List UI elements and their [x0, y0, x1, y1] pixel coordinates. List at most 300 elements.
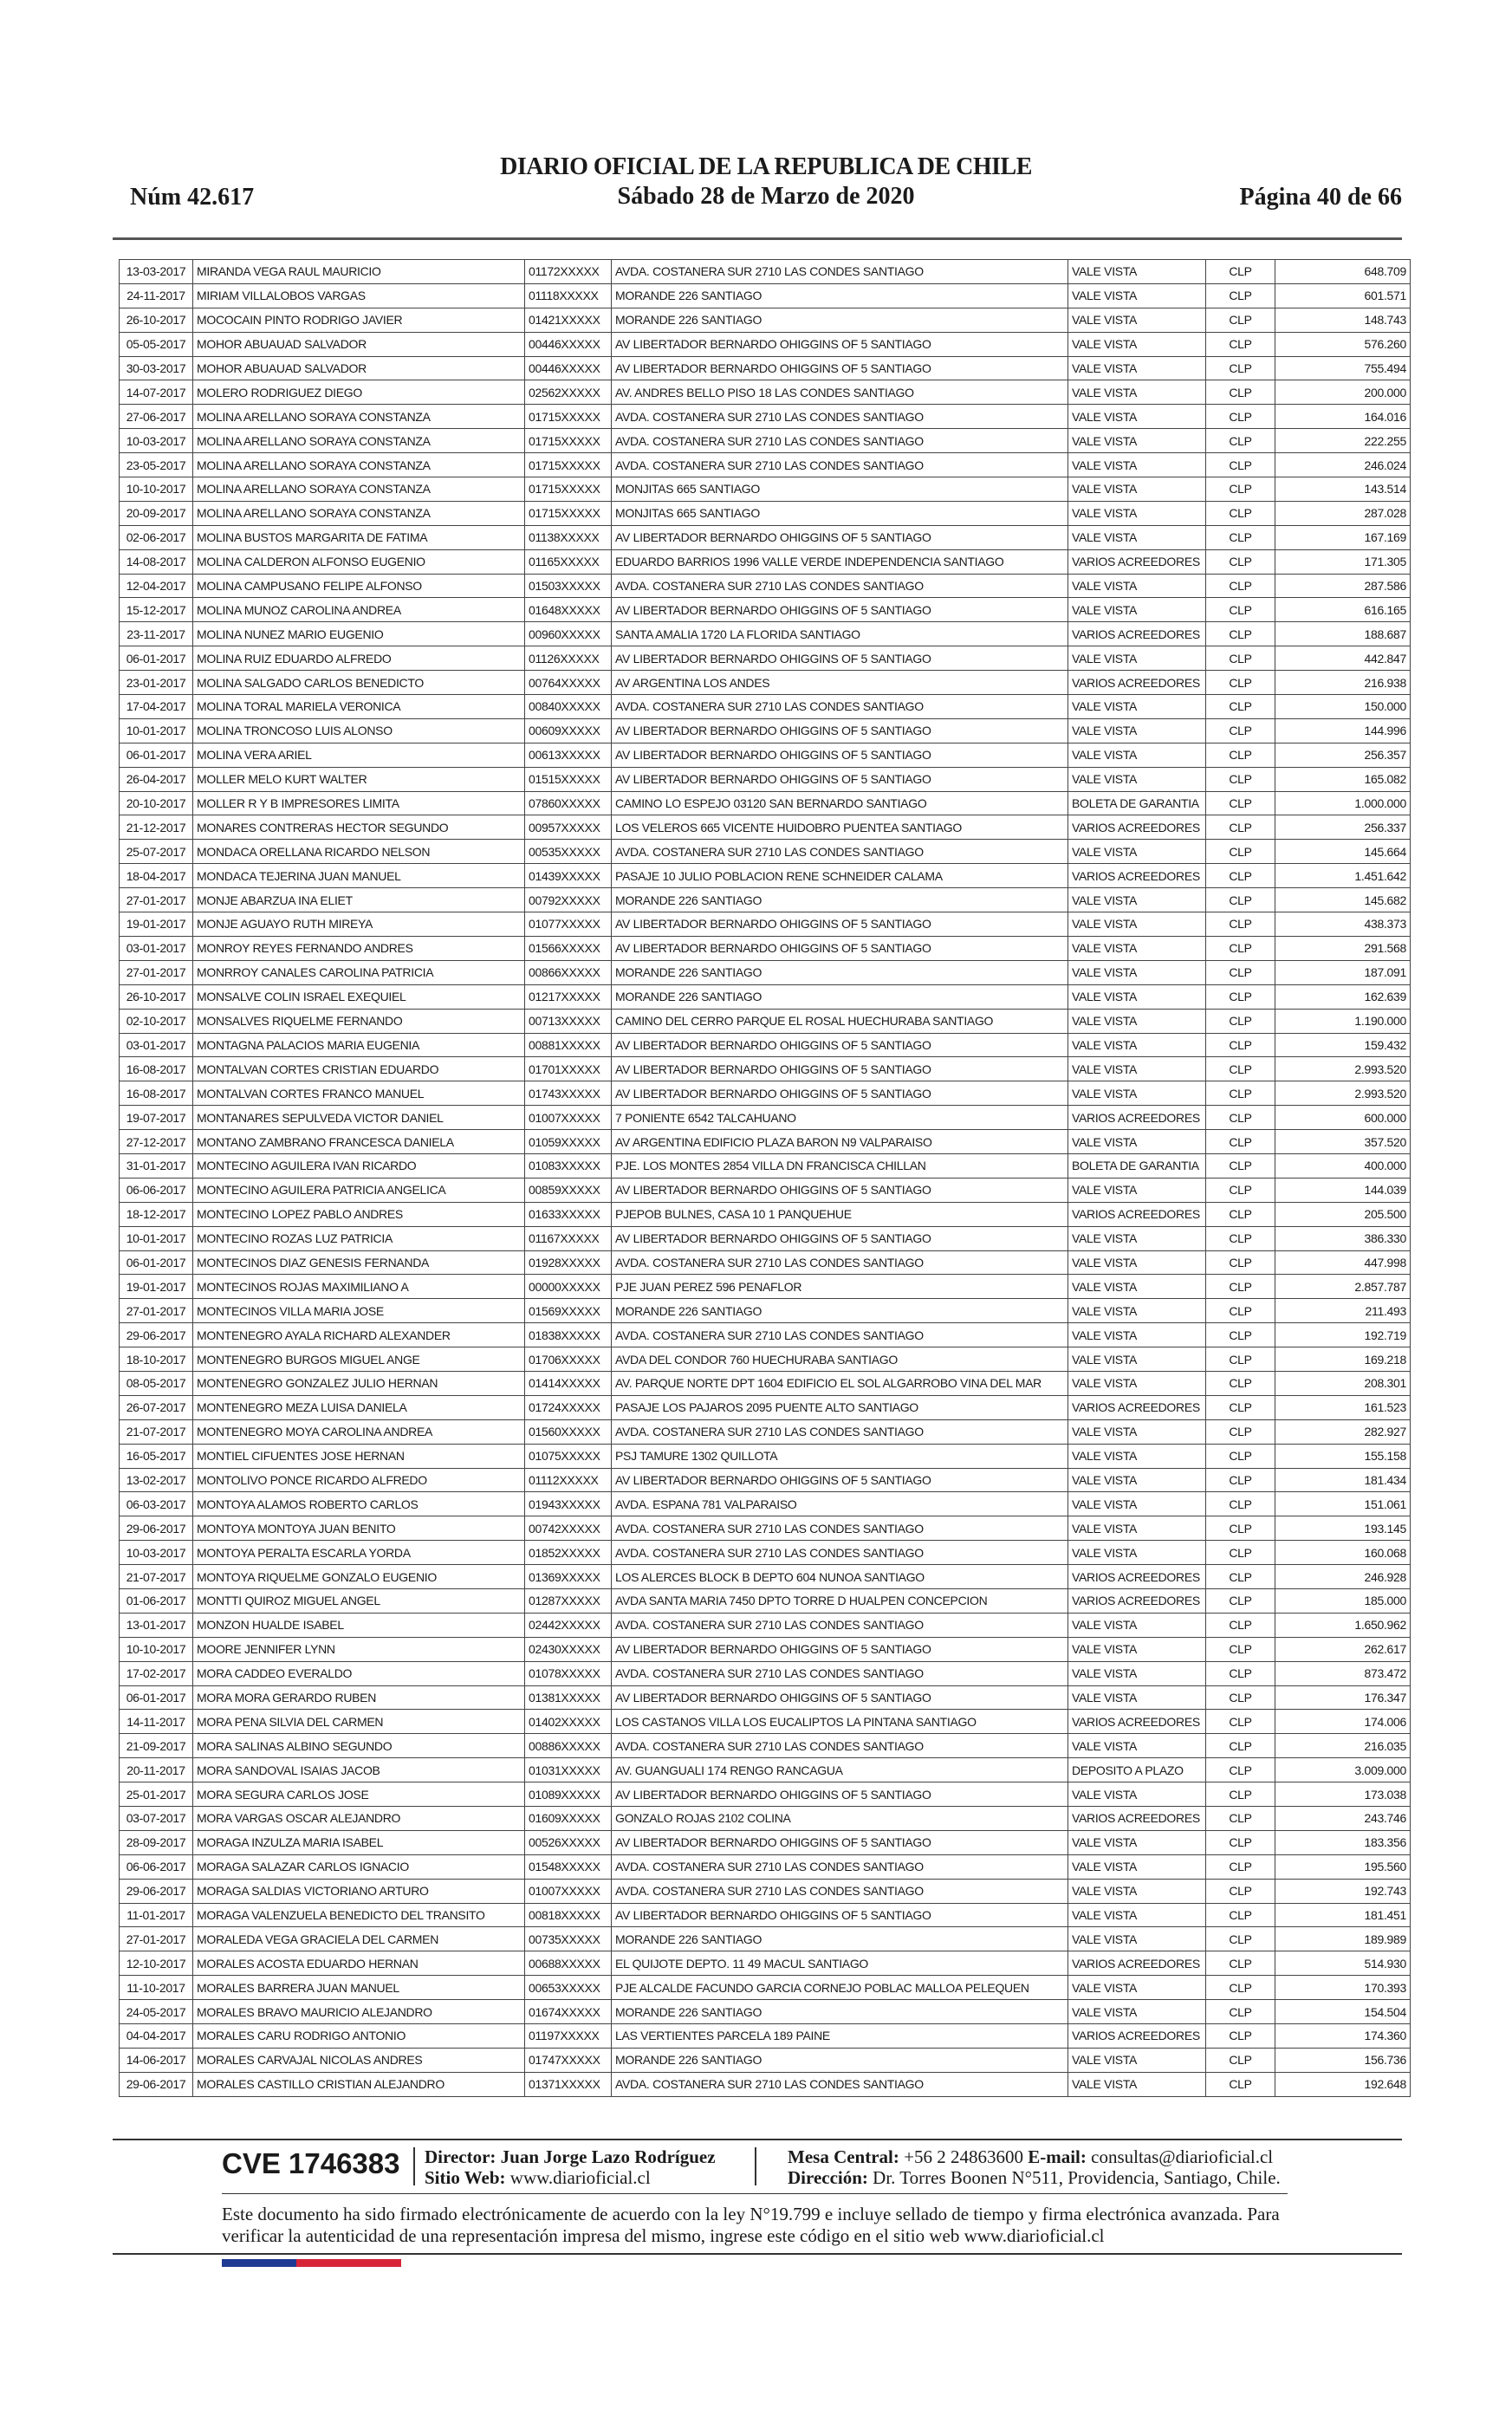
cell-date: 03-01-2017 [120, 936, 193, 960]
cell-name: MOHOR ABUAUAD SALVADOR [193, 332, 525, 356]
cell-instrument: VALE VISTA [1068, 1782, 1206, 1807]
cell-instrument: VARIOS ACREEDORES [1068, 1106, 1206, 1130]
cell-address: AV LIBERTADOR BERNARDO OHIGGINS OF 5 SANTIAGO [612, 1468, 1068, 1492]
cell-amount: 145.682 [1275, 888, 1411, 912]
cell-amount: 185.000 [1275, 1588, 1411, 1613]
cell-currency: CLP [1206, 1516, 1275, 1541]
cell-currency: CLP [1206, 1951, 1275, 1976]
flag-stripe [222, 2259, 401, 2267]
cell-address: AVDA. COSTANERA SUR 2710 LAS CONDES SANTIAGO [612, 1323, 1068, 1347]
cell-currency: CLP [1206, 429, 1275, 453]
cell-instrument: VALE VISTA [1068, 598, 1206, 622]
cell-amount: 216.035 [1275, 1734, 1411, 1758]
cell-amount: 600.000 [1275, 1106, 1411, 1130]
cell-amount: 181.451 [1275, 1903, 1411, 1927]
cell-address: PASAJE 10 JULIO POBLACION RENE SCHNEIDER CALAMA [612, 864, 1068, 888]
cell-date: 27-01-2017 [120, 1927, 193, 1951]
email-link[interactable]: consultas@diarioficial.cl [1091, 2146, 1274, 2167]
cell-amount: 164.016 [1275, 405, 1411, 429]
cell-date: 21-07-2017 [120, 1565, 193, 1589]
cell-instrument: VALE VISTA [1068, 453, 1206, 477]
cell-currency: CLP [1206, 1153, 1275, 1178]
cell-name: MONTOYA MONTOYA JUAN BENITO [193, 1516, 525, 1541]
cell-amount: 192.719 [1275, 1323, 1411, 1347]
table-row [120, 1444, 1411, 1468]
cell-amount: 256.357 [1275, 743, 1411, 767]
cell-instrument: VALE VISTA [1068, 888, 1206, 912]
cell-date: 19-01-2017 [120, 912, 193, 937]
cell-amount: 176.347 [1275, 1685, 1411, 1710]
cell-address: AV ARGENTINA LOS ANDES [612, 671, 1068, 695]
cell-currency: CLP [1206, 840, 1275, 864]
table-row [120, 429, 1411, 453]
cell-address: MORANDE 226 SANTIAGO [612, 984, 1068, 1009]
cell-amount: 208.301 [1275, 1371, 1411, 1395]
cell-date: 26-10-2017 [120, 984, 193, 1009]
cell-address: GONZALO ROJAS 2102 COLINA [612, 1807, 1068, 1831]
cell-currency: CLP [1206, 1130, 1275, 1154]
cell-instrument: VALE VISTA [1068, 984, 1206, 1009]
issue-date: Sábado 28 de Marzo de 2020 [617, 183, 915, 210]
cell-rut: 00735XXXXX [525, 1927, 612, 1951]
cell-amount: 262.617 [1275, 1637, 1411, 1661]
cell-amount: 2.857.787 [1275, 1275, 1411, 1299]
cell-currency: CLP [1206, 1106, 1275, 1130]
cell-address: AV LIBERTADOR BERNARDO OHIGGINS OF 5 SANTIAGO [612, 525, 1068, 549]
cell-amount: 200.000 [1275, 380, 1411, 405]
cell-currency: CLP [1206, 1468, 1275, 1492]
cell-rut: 01852XXXXX [525, 1541, 612, 1565]
cell-instrument: VALE VISTA [1068, 1250, 1206, 1275]
cell-date: 13-02-2017 [120, 1468, 193, 1492]
cell-address: AVDA. COSTANERA SUR 2710 LAS CONDES SANTIAGO [612, 429, 1068, 453]
table-row [120, 574, 1411, 598]
cell-name: MORAGA SALAZAR CARLOS IGNACIO [193, 1854, 525, 1879]
table-row [120, 2072, 1411, 2096]
cell-address: AV LIBERTADOR BERNARDO OHIGGINS OF 5 SANTIAGO [612, 646, 1068, 671]
cell-address: AV LIBERTADOR BERNARDO OHIGGINS OF 5 SANTIAGO [612, 1033, 1068, 1057]
cell-amount: 1.190.000 [1275, 1009, 1411, 1033]
cell-address: MORANDE 226 SANTIAGO [612, 308, 1068, 332]
cell-amount: 150.000 [1275, 695, 1411, 719]
cell-instrument: VALE VISTA [1068, 1347, 1206, 1372]
table-row [120, 405, 1411, 429]
cell-date: 01-06-2017 [120, 1588, 193, 1613]
cell-rut: 01217XXXXX [525, 984, 612, 1009]
cell-currency: CLP [1206, 1541, 1275, 1565]
cell-date: 12-04-2017 [120, 574, 193, 598]
cell-name: MOORE JENNIFER LYNN [193, 1637, 525, 1661]
cell-name: MOLINA SALGADO CARLOS BENEDICTO [193, 671, 525, 695]
cell-rut: 01112XXXXX [525, 1468, 612, 1492]
cell-date: 06-03-2017 [120, 1492, 193, 1516]
cell-currency: CLP [1206, 743, 1275, 767]
cell-currency: CLP [1206, 1275, 1275, 1299]
cell-amount: 174.360 [1275, 2024, 1411, 2049]
cell-date: 06-06-2017 [120, 1854, 193, 1879]
cell-currency: CLP [1206, 574, 1275, 598]
cell-name: MOLINA MUNOZ CAROLINA ANDREA [193, 598, 525, 622]
cell-date: 27-12-2017 [120, 1130, 193, 1154]
cell-address: AVDA. COSTANERA SUR 2710 LAS CONDES SANTIAGO [612, 574, 1068, 598]
cell-instrument: VALE VISTA [1068, 260, 1206, 284]
cell-name: MOLINA ARELLANO SORAYA CONSTANZA [193, 429, 525, 453]
cell-rut: 01715XXXXX [525, 453, 612, 477]
cell-date: 06-01-2017 [120, 743, 193, 767]
cell-date: 23-01-2017 [120, 671, 193, 695]
table-row [120, 1492, 1411, 1516]
table-row [120, 1395, 1411, 1419]
address-label: Dirección: [788, 2167, 868, 2188]
cell-amount: 144.996 [1275, 718, 1411, 743]
cell-rut: 00764XXXXX [525, 671, 612, 695]
cell-currency: CLP [1206, 1202, 1275, 1226]
cell-instrument: VALE VISTA [1068, 1516, 1206, 1541]
cell-date: 20-11-2017 [120, 1758, 193, 1782]
cell-name: MORA SEGURA CARLOS JOSE [193, 1782, 525, 1807]
cell-address: AVDA. COSTANERA SUR 2710 LAS CONDES SANTIAGO [612, 840, 1068, 864]
cell-amount: 246.928 [1275, 1565, 1411, 1589]
cell-date: 02-06-2017 [120, 525, 193, 549]
cell-name: MOLLER R Y B IMPRESORES LIMITA [193, 791, 525, 815]
cell-amount: 162.639 [1275, 984, 1411, 1009]
cell-name: MORALEDA VEGA GRACIELA DEL CARMEN [193, 1927, 525, 1951]
cell-address: AVDA. COSTANERA SUR 2710 LAS CONDES SANTIAGO [612, 695, 1068, 719]
cell-amount: 148.743 [1275, 308, 1411, 332]
table-row [120, 622, 1411, 646]
cell-address: MORANDE 226 SANTIAGO [612, 960, 1068, 984]
cell-instrument: VALE VISTA [1068, 1371, 1206, 1395]
cell-name: MONTIEL CIFUENTES JOSE HERNAN [193, 1444, 525, 1468]
cell-instrument: VALE VISTA [1068, 1541, 1206, 1565]
cell-amount: 170.393 [1275, 1976, 1411, 2000]
table-row [120, 1637, 1411, 1661]
cell-instrument: BOLETA DE GARANTIA [1068, 1153, 1206, 1178]
address-text: Dr. Torres Boonen N°511, Providencia, Santiago, Chile. [873, 2167, 1281, 2188]
cell-date: 23-05-2017 [120, 453, 193, 477]
cell-address: LOS CASTANOS VILLA LOS EUCALIPTOS LA PINTANA SANTIAGO [612, 1710, 1068, 1734]
cell-rut: 00742XXXXX [525, 1516, 612, 1541]
cell-amount: 192.743 [1275, 1879, 1411, 1903]
footer-divider-mid [222, 2193, 1288, 2194]
cell-date: 06-01-2017 [120, 1250, 193, 1275]
cell-rut: 01715XXXXX [525, 501, 612, 525]
cell-name: MORALES BARRERA JUAN MANUEL [193, 1976, 525, 2000]
table-row [120, 1807, 1411, 1831]
cell-currency: CLP [1206, 1444, 1275, 1468]
cell-address: AVDA. COSTANERA SUR 2710 LAS CONDES SANTIAGO [612, 1879, 1068, 1903]
cell-rut: 01701XXXXX [525, 1057, 612, 1081]
cell-address: AV LIBERTADOR BERNARDO OHIGGINS OF 5 SANTIAGO [612, 598, 1068, 622]
cell-rut: 02442XXXXX [525, 1613, 612, 1637]
cell-address: EL QUIJOTE DEPTO. 11 49 MACUL SANTIAGO [612, 1951, 1068, 1976]
cell-instrument: VALE VISTA [1068, 1830, 1206, 1854]
cell-address: AVDA. COSTANERA SUR 2710 LAS CONDES SANTIAGO [612, 260, 1068, 284]
cell-name: MOLINA ARELLANO SORAYA CONSTANZA [193, 501, 525, 525]
cell-rut: 00446XXXXX [525, 356, 612, 380]
cell-currency: CLP [1206, 380, 1275, 405]
cell-date: 26-10-2017 [120, 308, 193, 332]
table-row [120, 671, 1411, 695]
cell-instrument: VALE VISTA [1068, 332, 1206, 356]
cell-currency: CLP [1206, 501, 1275, 525]
cell-name: MONSALVES RIQUELME FERNANDO [193, 1009, 525, 1033]
cell-name: MORA SALINAS ALBINO SEGUNDO [193, 1734, 525, 1758]
cell-name: MONTANO ZAMBRANO FRANCESCA DANIELA [193, 1130, 525, 1154]
cell-date: 23-11-2017 [120, 622, 193, 646]
cell-currency: CLP [1206, 1879, 1275, 1903]
cell-date: 29-06-2017 [120, 2072, 193, 2096]
cell-name: MONTECINO ROZAS LUZ PATRICIA [193, 1226, 525, 1250]
cell-instrument: VALE VISTA [1068, 646, 1206, 671]
cell-amount: 173.038 [1275, 1782, 1411, 1807]
cell-address: MORANDE 226 SANTIAGO [612, 1927, 1068, 1951]
cell-date: 20-10-2017 [120, 791, 193, 815]
table-row [120, 1613, 1411, 1637]
cell-instrument: VALE VISTA [1068, 1178, 1206, 1202]
cell-name: MIRIAM VILLALOBOS VARGAS [193, 283, 525, 308]
cell-name: MORA VARGAS OSCAR ALEJANDRO [193, 1807, 525, 1831]
table-row [120, 1009, 1411, 1033]
cell-rut: 01381XXXXX [525, 1685, 612, 1710]
cell-name: MONTENEGRO MEZA LUISA DANIELA [193, 1395, 525, 1419]
cell-address: AVDA. COSTANERA SUR 2710 LAS CONDES SANTIAGO [612, 1541, 1068, 1565]
cell-currency: CLP [1206, 1661, 1275, 1685]
cell-instrument: VALE VISTA [1068, 1903, 1206, 1927]
cell-date: 14-11-2017 [120, 1710, 193, 1734]
cell-name: MONSALVE COLIN ISRAEL EXEQUIEL [193, 984, 525, 1009]
cell-amount: 438.373 [1275, 912, 1411, 937]
director-label: Director: [425, 2146, 496, 2167]
cell-rut: 01138XXXXX [525, 525, 612, 549]
cell-name: MORALES CARU RODRIGO ANTONIO [193, 2024, 525, 2049]
cell-instrument: VALE VISTA [1068, 1613, 1206, 1637]
cell-name: MONTTI QUIROZ MIGUEL ANGEL [193, 1588, 525, 1613]
cell-amount: 514.930 [1275, 1951, 1411, 1976]
cell-name: MORAGA INZULZA MARIA ISABEL [193, 1830, 525, 1854]
table-row [120, 501, 1411, 525]
cell-name: MOLINA VERA ARIEL [193, 743, 525, 767]
cell-amount: 160.068 [1275, 1541, 1411, 1565]
cell-currency: CLP [1206, 1347, 1275, 1372]
cell-currency: CLP [1206, 1395, 1275, 1419]
cell-currency: CLP [1206, 2072, 1275, 2096]
table-row [120, 1854, 1411, 1879]
table-row [120, 2024, 1411, 2049]
cell-amount: 167.169 [1275, 525, 1411, 549]
table-row [120, 1951, 1411, 1976]
cell-rut: 01943XXXXX [525, 1492, 612, 1516]
cell-amount: 216.938 [1275, 671, 1411, 695]
cell-rut: 01007XXXXX [525, 1106, 612, 1130]
records-table [119, 259, 1411, 2097]
cell-name: MONJE ABARZUA INA ELIET [193, 888, 525, 912]
table-row [120, 1419, 1411, 1444]
cell-rut: 01747XXXXX [525, 2048, 612, 2072]
cell-date: 17-02-2017 [120, 1661, 193, 1685]
cell-rut: 01560XXXXX [525, 1419, 612, 1444]
cell-amount: 154.504 [1275, 2000, 1411, 2024]
cell-address: AV LIBERTADOR BERNARDO OHIGGINS OF 5 SANTIAGO [612, 356, 1068, 380]
cell-currency: CLP [1206, 671, 1275, 695]
cell-address: AV LIBERTADOR BERNARDO OHIGGINS OF 5 SANTIAGO [612, 1782, 1068, 1807]
cell-currency: CLP [1206, 477, 1275, 502]
cell-currency: CLP [1206, 1758, 1275, 1782]
table-row [120, 1710, 1411, 1734]
cell-instrument: VARIOS ACREEDORES [1068, 1588, 1206, 1613]
cell-currency: CLP [1206, 888, 1275, 912]
cell-name: MORALES BRAVO MAURICIO ALEJANDRO [193, 2000, 525, 2024]
cell-rut: 01414XXXXX [525, 1371, 612, 1395]
cell-rut: 01724XXXXX [525, 1395, 612, 1419]
cell-address: AVDA DEL CONDOR 760 HUECHURABA SANTIAGO [612, 1347, 1068, 1372]
cell-rut: 01118XXXXX [525, 283, 612, 308]
cell-instrument: VALE VISTA [1068, 1927, 1206, 1951]
cell-name: MONTOYA PERALTA ESCARLA YORDA [193, 1541, 525, 1565]
table-row [120, 1903, 1411, 1927]
cell-rut: 01674XXXXX [525, 2000, 612, 2024]
cell-date: 24-05-2017 [120, 2000, 193, 2024]
cell-instrument: VALE VISTA [1068, 840, 1206, 864]
cell-amount: 755.494 [1275, 356, 1411, 380]
records-table-body [120, 260, 1411, 2097]
cell-date: 16-08-2017 [120, 1081, 193, 1106]
cell-name: MORALES CARVAJAL NICOLAS ANDRES [193, 2048, 525, 2072]
cell-rut: 01421XXXXX [525, 308, 612, 332]
cell-rut: 00535XXXXX [525, 840, 612, 864]
table-row [120, 864, 1411, 888]
cell-address: AVDA. COSTANERA SUR 2710 LAS CONDES SANTIAGO [612, 1419, 1068, 1444]
cell-currency: CLP [1206, 718, 1275, 743]
cell-currency: CLP [1206, 1323, 1275, 1347]
cell-address: AV LIBERTADOR BERNARDO OHIGGINS OF 5 SANTIAGO [612, 332, 1068, 356]
table-row [120, 332, 1411, 356]
cell-name: MONTECINO LOPEZ PABLO ANDRES [193, 1202, 525, 1226]
cell-instrument: VALE VISTA [1068, 1009, 1206, 1033]
table-row [120, 695, 1411, 719]
table-row [120, 1033, 1411, 1057]
cell-date: 13-03-2017 [120, 260, 193, 284]
cell-rut: 01706XXXXX [525, 1347, 612, 1372]
cell-date: 11-01-2017 [120, 1903, 193, 1927]
cell-address: AV LIBERTADOR BERNARDO OHIGGINS OF 5 SANTIAGO [612, 767, 1068, 791]
cell-address: AVDA. COSTANERA SUR 2710 LAS CONDES SANTIAGO [612, 1516, 1068, 1541]
cell-instrument: VALE VISTA [1068, 1444, 1206, 1468]
cell-rut: 01165XXXXX [525, 549, 612, 574]
cell-name: MOLERO RODRIGUEZ DIEGO [193, 380, 525, 405]
cell-amount: 616.165 [1275, 598, 1411, 622]
cell-name: MONDACA ORELLANA RICARDO NELSON [193, 840, 525, 864]
cell-date: 19-07-2017 [120, 1106, 193, 1130]
cell-date: 18-04-2017 [120, 864, 193, 888]
table-row [120, 936, 1411, 960]
cell-currency: CLP [1206, 356, 1275, 380]
cell-date: 10-10-2017 [120, 1637, 193, 1661]
cell-date: 02-10-2017 [120, 1009, 193, 1033]
cell-name: MOLINA BUSTOS MARGARITA DE FATIMA [193, 525, 525, 549]
cell-name: MONTOYA RIQUELME GONZALO EUGENIO [193, 1565, 525, 1589]
cell-date: 14-07-2017 [120, 380, 193, 405]
cell-date: 21-07-2017 [120, 1419, 193, 1444]
cell-name: MIRANDA VEGA RAUL MAURICIO [193, 260, 525, 284]
cell-currency: CLP [1206, 912, 1275, 937]
masthead [130, 153, 1402, 211]
cell-instrument: VALE VISTA [1068, 501, 1206, 525]
cell-currency: CLP [1206, 864, 1275, 888]
cell-rut: 01089XXXXX [525, 1782, 612, 1807]
cell-currency: CLP [1206, 1057, 1275, 1081]
cell-currency: CLP [1206, 1903, 1275, 1927]
cell-rut: 01928XXXXX [525, 1250, 612, 1275]
cell-address: AV LIBERTADOR BERNARDO OHIGGINS OF 5 SANTIAGO [612, 936, 1068, 960]
cell-instrument: VALE VISTA [1068, 718, 1206, 743]
cell-date: 12-10-2017 [120, 1951, 193, 1976]
cell-address: PASAJE LOS PAJAROS 2095 PUENTE ALTO SANTIAGO [612, 1395, 1068, 1419]
cell-currency: CLP [1206, 260, 1275, 284]
cell-name: MOLINA TRONCOSO LUIS ALONSO [193, 718, 525, 743]
cell-date: 10-10-2017 [120, 477, 193, 502]
cell-instrument: BOLETA DE GARANTIA [1068, 791, 1206, 815]
cell-amount: 171.305 [1275, 549, 1411, 574]
table-row [120, 1541, 1411, 1565]
cell-date: 16-05-2017 [120, 1444, 193, 1468]
cell-instrument: VALE VISTA [1068, 1033, 1206, 1057]
cell-rut: 00881XXXXX [525, 1033, 612, 1057]
cell-date: 13-01-2017 [120, 1613, 193, 1637]
table-row [120, 1371, 1411, 1395]
cell-instrument: VALE VISTA [1068, 912, 1206, 937]
cell-name: MONTENEGRO GONZALEZ JULIO HERNAN [193, 1371, 525, 1395]
cell-name: MONTOLIVO PONCE RICARDO ALFREDO [193, 1468, 525, 1492]
cell-currency: CLP [1206, 1830, 1275, 1854]
cell-name: MONROY REYES FERNANDO ANDRES [193, 936, 525, 960]
cell-rut: 00960XXXXX [525, 622, 612, 646]
cell-currency: CLP [1206, 308, 1275, 332]
cell-rut: 01439XXXXX [525, 864, 612, 888]
cell-amount: 246.024 [1275, 453, 1411, 477]
cell-amount: 169.218 [1275, 1347, 1411, 1372]
cell-amount: 576.260 [1275, 332, 1411, 356]
mesa-phone: +56 2 24863600 [904, 2146, 1023, 2167]
cell-date: 29-06-2017 [120, 1516, 193, 1541]
cell-rut: 01059XXXXX [525, 1130, 612, 1154]
cell-currency: CLP [1206, 283, 1275, 308]
cell-currency: CLP [1206, 1299, 1275, 1323]
cell-instrument: VALE VISTA [1068, 2048, 1206, 2072]
cell-name: MONTECINO AGUILERA PATRICIA ANGELICA [193, 1178, 525, 1202]
cell-currency: CLP [1206, 1178, 1275, 1202]
cell-currency: CLP [1206, 1250, 1275, 1275]
cell-address: MORANDE 226 SANTIAGO [612, 283, 1068, 308]
cell-currency: CLP [1206, 2048, 1275, 2072]
cell-amount: 192.648 [1275, 2072, 1411, 2096]
cell-instrument: VARIOS ACREEDORES [1068, 1951, 1206, 1976]
table-row [120, 1275, 1411, 1299]
website-link[interactable]: www.diarioficial.cl [509, 2167, 651, 2188]
cell-name: MORA SANDOVAL ISAIAS JACOB [193, 1758, 525, 1782]
cell-amount: 188.687 [1275, 622, 1411, 646]
cell-amount: 205.500 [1275, 1202, 1411, 1226]
cell-currency: CLP [1206, 1854, 1275, 1879]
cell-date: 06-01-2017 [120, 646, 193, 671]
table-row [120, 840, 1411, 864]
cell-instrument: VALE VISTA [1068, 1299, 1206, 1323]
cell-name: MONTECINO AGUILERA IVAN RICARDO [193, 1153, 525, 1178]
table-row [120, 549, 1411, 574]
table-row [120, 1782, 1411, 1807]
cell-address: AV. PARQUE NORTE DPT 1604 EDIFICIO EL SOL ALGARROBO VINA DEL MAR [612, 1371, 1068, 1395]
cell-date: 25-07-2017 [120, 840, 193, 864]
